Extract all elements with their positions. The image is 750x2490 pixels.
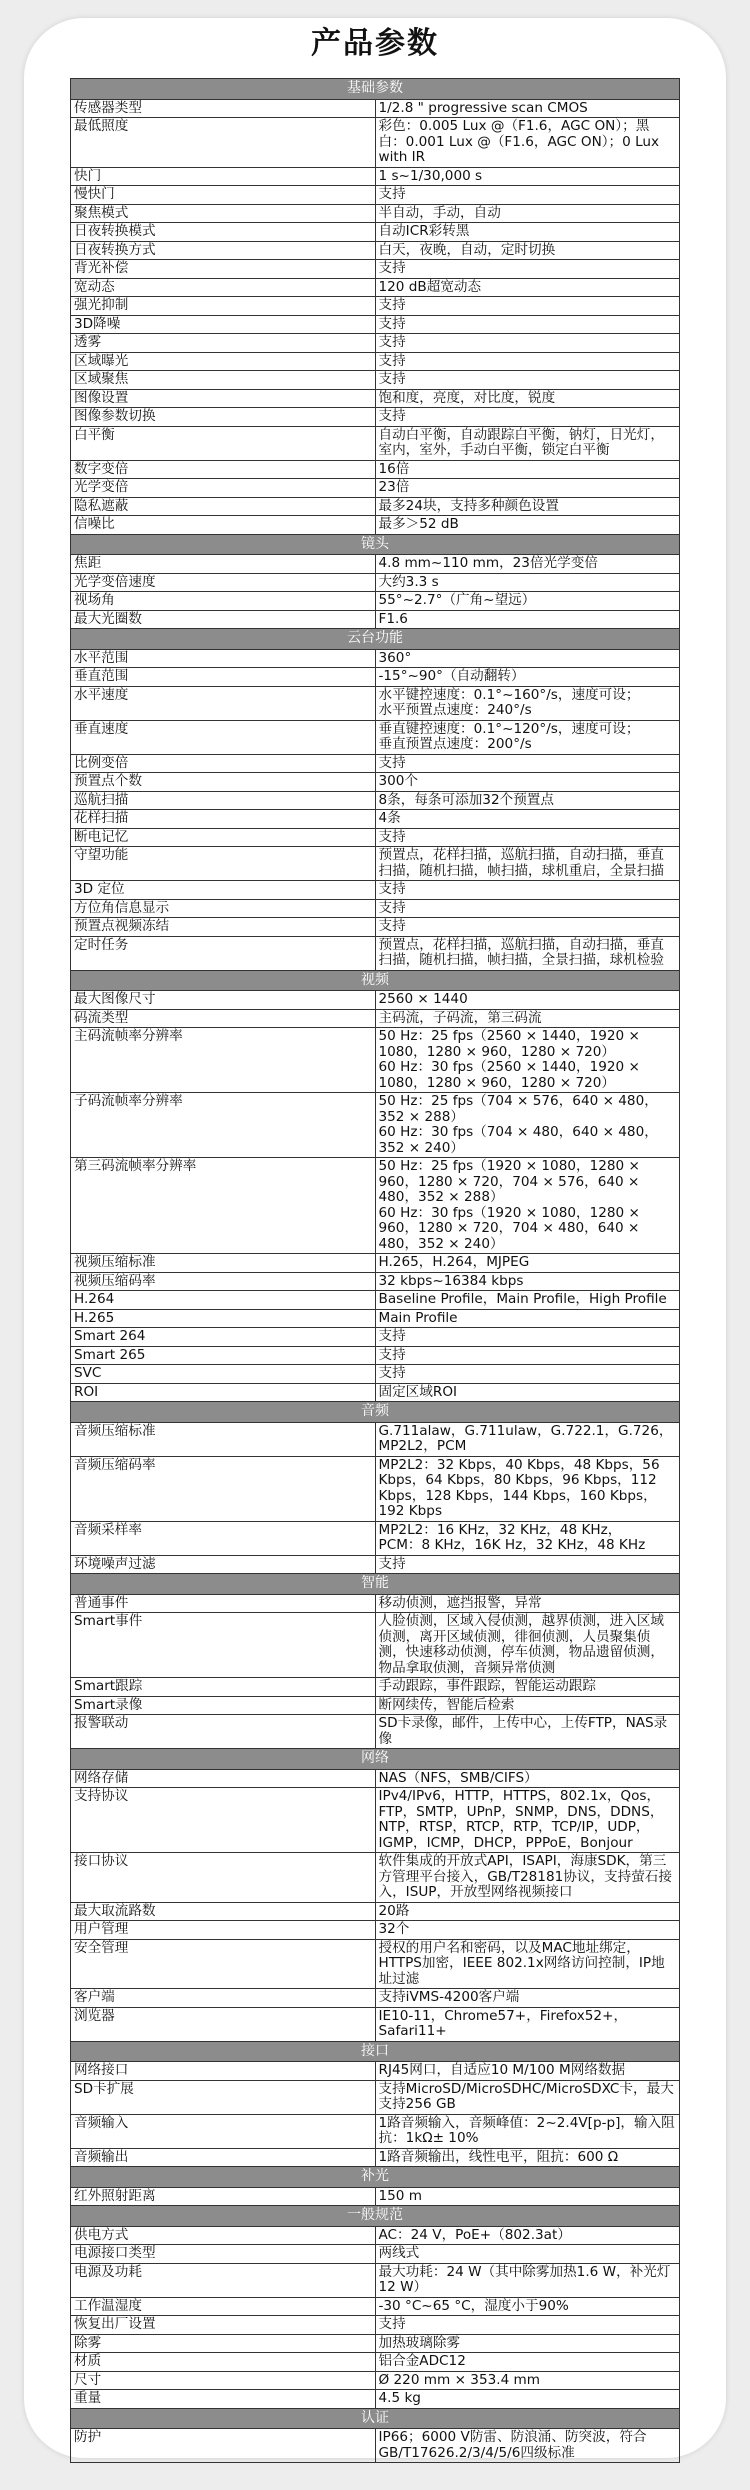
table-row xyxy=(71,555,680,574)
table-row xyxy=(71,1291,680,1310)
spec-label: 最大取流路数 xyxy=(71,1902,376,1921)
spec-label: 花样扫描 xyxy=(71,810,376,829)
spec-value: 1路音频输入，音频峰值：2~2.4V[p-p]，输入阻抗：1kΩ± 10% xyxy=(375,2114,680,2148)
spec-label: 隐私遮蔽 xyxy=(71,497,376,516)
spec-label: 垂直范围 xyxy=(71,668,376,687)
spec-label: 巡航扫描 xyxy=(71,791,376,810)
spec-value: 支持 xyxy=(375,2316,680,2335)
table-row xyxy=(71,2062,680,2081)
spec-label: 主码流帧率分辨率 xyxy=(71,1028,376,1093)
page-title: 产品参数 xyxy=(311,26,439,61)
table-row xyxy=(71,1678,680,1697)
spec-value: 两线式 xyxy=(375,2245,680,2264)
spec-value: 支持 xyxy=(375,1555,680,1574)
table-row xyxy=(71,371,680,390)
spec-value: 支持 xyxy=(375,408,680,427)
table-row xyxy=(71,720,680,754)
table-row xyxy=(71,2334,680,2353)
spec-value: RJ45网口，自适应10 M/100 M网络数据 xyxy=(375,2062,680,2081)
table-row xyxy=(71,2080,680,2114)
spec-value: 支持 xyxy=(375,899,680,918)
spec-value: 300个 xyxy=(375,773,680,792)
spec-value: -30 °C~65 °C，湿度小于90% xyxy=(375,2297,680,2316)
spec-label: 工作温湿度 xyxy=(71,2297,376,2316)
section-header xyxy=(71,1402,680,1423)
spec-value: 支持 xyxy=(375,1365,680,1384)
spec-label: 定时任务 xyxy=(71,936,376,970)
table-row xyxy=(71,1521,680,1555)
spec-label: 电源接口类型 xyxy=(71,2245,376,2264)
table-row xyxy=(71,1254,680,1273)
spec-label: 视频压缩码率 xyxy=(71,1272,376,1291)
spec-value: 饱和度，亮度，对比度，锐度 xyxy=(375,389,680,408)
spec-value: 支持 xyxy=(375,352,680,371)
spec-label: Smart跟踪 xyxy=(71,1678,376,1697)
spec-label: 比例变倍 xyxy=(71,754,376,773)
table-row xyxy=(71,881,680,900)
spec-label: 普通事件 xyxy=(71,1594,376,1613)
table-row xyxy=(71,223,680,242)
spec-label: 最低照度 xyxy=(71,118,376,168)
section-title: 认证 xyxy=(71,2408,680,2429)
spec-value: 4.8 mm~110 mm，23倍光学变倍 xyxy=(375,555,680,574)
spec-value: 16倍 xyxy=(375,460,680,479)
spec-value: 半自动，手动，自动 xyxy=(375,204,680,223)
spec-value: 支持 xyxy=(375,881,680,900)
table-row xyxy=(71,1902,680,1921)
spec-label: 聚焦模式 xyxy=(71,204,376,223)
table-row xyxy=(71,516,680,535)
section-header xyxy=(71,629,680,650)
table-row xyxy=(71,2316,680,2335)
spec-value: 支持iVMS-4200客户端 xyxy=(375,1989,680,2008)
spec-label: 慢快门 xyxy=(71,186,376,205)
table-row xyxy=(71,1093,680,1158)
section-title: 智能 xyxy=(71,1574,680,1595)
spec-label: 水平速度 xyxy=(71,686,376,720)
spec-value: 120 dB超宽动态 xyxy=(375,278,680,297)
table-row xyxy=(71,389,680,408)
spec-value: H.265，H.264，MJPEG xyxy=(375,1254,680,1273)
spec-label: 供电方式 xyxy=(71,2226,376,2245)
spec-value: 32 kbps~16384 kbps xyxy=(375,1272,680,1291)
section-title: 补光 xyxy=(71,2167,680,2188)
spec-value: 支持MicroSD/MicroSDHC/MicroSDXC卡，最大支持256 GB xyxy=(375,2080,680,2114)
spec-label: 第三码流帧率分辨率 xyxy=(71,1158,376,1254)
spec-value: 断网续传，智能后检索 xyxy=(375,1696,680,1715)
spec-value: Baseline Profile，Main Profile，High Profile xyxy=(375,1291,680,1310)
spec-value: AC：24 V，PoE+（802.3at） xyxy=(375,2226,680,2245)
section-title: 云台功能 xyxy=(71,629,680,650)
table-row xyxy=(71,2114,680,2148)
spec-label: SD卡扩展 xyxy=(71,2080,376,2114)
spec-label: 区域曝光 xyxy=(71,352,376,371)
spec-value: 支持 xyxy=(375,371,680,390)
section-header xyxy=(71,2167,680,2188)
spec-value: 白天，夜晚，自动，定时切换 xyxy=(375,241,680,260)
spec-label: 客户端 xyxy=(71,1989,376,2008)
spec-value: 2560 × 1440 xyxy=(375,991,680,1010)
spec-value: 人脸侦测，区域入侵侦测，越界侦测，进入区域侦测，离开区域侦测，徘徊侦测，人员聚集侦测，快速移动侦测，停车侦测，物品遗留侦测，物品拿取侦测，音频异常侦测 xyxy=(375,1613,680,1678)
table-row xyxy=(71,2390,680,2409)
spec-label: 音频压缩码率 xyxy=(71,1456,376,1521)
table-row xyxy=(71,847,680,881)
table-row xyxy=(71,1346,680,1365)
table-row xyxy=(71,1456,680,1521)
table-row xyxy=(71,1715,680,1749)
table-row xyxy=(71,791,680,810)
spec-label: 视频压缩标准 xyxy=(71,1254,376,1273)
spec-value: 固定区域ROI xyxy=(375,1383,680,1402)
table-row xyxy=(71,936,680,970)
spec-value: 支持 xyxy=(375,334,680,353)
table-row xyxy=(71,2353,680,2372)
table-row xyxy=(71,592,680,611)
section-title: 镜头 xyxy=(71,534,680,555)
spec-value: 预置点，花样扫描，巡航扫描，自动扫描，垂直扫描，随机扫描，帧扫描，全景扫描，球机检验 xyxy=(375,936,680,970)
spec-value: 1路音频输出，线性电平，阻抗：600 Ω xyxy=(375,2148,680,2167)
section-header xyxy=(71,1574,680,1595)
spec-value: 自动白平衡，自动跟踪白平衡，钠灯，日光灯，室内，室外，手动白平衡，锁定白平衡 xyxy=(375,426,680,460)
spec-value: 手动跟踪，事件跟踪，智能运动跟踪 xyxy=(375,1678,680,1697)
spec-label: 数字变倍 xyxy=(71,460,376,479)
spec-label: 最大图像尺寸 xyxy=(71,991,376,1010)
table-row xyxy=(71,352,680,371)
table-row xyxy=(71,1613,680,1678)
table-row xyxy=(71,2263,680,2297)
table-row xyxy=(71,810,680,829)
table-row xyxy=(71,315,680,334)
spec-value: 水平键控速度：0.1°~160°/s，速度可设； 水平预置点速度：240°/s xyxy=(375,686,680,720)
spec-value: 最大功耗：24 W（其中除雾加热1.6 W，补光灯12 W） xyxy=(375,2263,680,2297)
table-row xyxy=(71,686,680,720)
table-row xyxy=(71,1769,680,1788)
spec-label: 音频采样率 xyxy=(71,1521,376,1555)
spec-label: 最大光圈数 xyxy=(71,610,376,629)
spec-value: 23倍 xyxy=(375,479,680,498)
spec-label: 快门 xyxy=(71,167,376,186)
table-row xyxy=(71,754,680,773)
table-row xyxy=(71,1939,680,1989)
section-title: 音频 xyxy=(71,1402,680,1423)
table-row xyxy=(71,649,680,668)
spec-label: 电源及功耗 xyxy=(71,2263,376,2297)
table-row xyxy=(71,1272,680,1291)
spec-label: H.264 xyxy=(71,1291,376,1310)
spec-label: 网络存储 xyxy=(71,1769,376,1788)
spec-label: 传感器类型 xyxy=(71,99,376,118)
spec-label: 3D降噪 xyxy=(71,315,376,334)
table-row xyxy=(71,426,680,460)
spec-label: ROI xyxy=(71,1383,376,1402)
spec-label: 断电记忆 xyxy=(71,828,376,847)
spec-value: -15°~90°（自动翻转） xyxy=(375,668,680,687)
table-row xyxy=(71,2007,680,2041)
spec-label: 3D 定位 xyxy=(71,881,376,900)
spec-value: NAS（NFS，SMB/CIFS） xyxy=(375,1769,680,1788)
table-row xyxy=(71,408,680,427)
spec-value: 支持 xyxy=(375,297,680,316)
spec-label: 防护 xyxy=(71,2429,376,2463)
spec-value: 50 Hz：25 fps（2560 × 1440，1920 × 1080，1280 × 960，1280 × 720） 60 Hz：30 fps（2560 × 1440，1920 × 1080，1280 × 960，1280 × 720） xyxy=(375,1028,680,1093)
table-row xyxy=(71,1921,680,1940)
spec-label: 预置点个数 xyxy=(71,773,376,792)
spec-value: 4.5 kg xyxy=(375,2390,680,2409)
spec-label: 强光抑制 xyxy=(71,297,376,316)
spec-value: 自动ICR彩转黑 xyxy=(375,223,680,242)
spec-label: 透雾 xyxy=(71,334,376,353)
spec-value: 最多24块，支持多种颜色设置 xyxy=(375,497,680,516)
table-row xyxy=(71,2226,680,2245)
spec-label: 报警联动 xyxy=(71,1715,376,1749)
spec-value: 支持 xyxy=(375,1346,680,1365)
table-row xyxy=(71,1158,680,1254)
table-row xyxy=(71,1422,680,1456)
spec-value: 最多＞52 dB xyxy=(375,516,680,535)
table-row xyxy=(71,1365,680,1384)
table-row xyxy=(71,334,680,353)
table-row xyxy=(71,2371,680,2390)
spec-value: 彩色：0.005 Lux @（F1.6，AGC ON）；黑白：0.001 Lux @（F1.6，AGC ON）；0 Lux with IR xyxy=(375,118,680,168)
table-row xyxy=(71,479,680,498)
spec-value: 55°~2.7°（广角~望远） xyxy=(375,592,680,611)
spec-label: 安全管理 xyxy=(71,1939,376,1989)
spec-label: 预置点视频冻结 xyxy=(71,918,376,937)
table-row xyxy=(71,118,680,168)
table-row xyxy=(71,1594,680,1613)
spec-label: 宽动态 xyxy=(71,278,376,297)
table-row xyxy=(71,2429,680,2463)
spec-value: Ø 220 mm × 353.4 mm xyxy=(375,2371,680,2390)
spec-value: Main Profile xyxy=(375,1309,680,1328)
spec-value: 支持 xyxy=(375,918,680,937)
spec-label: 信噪比 xyxy=(71,516,376,535)
spec-value: IP66；6000 V防雷、防浪涌、防突波，符合GB/T17626.2/3/4/5/6四级标准 xyxy=(375,2429,680,2463)
spec-value: 移动侦测，遮挡报警，异常 xyxy=(375,1594,680,1613)
spec-value: 支持 xyxy=(375,186,680,205)
spec-value: 20路 xyxy=(375,1902,680,1921)
spec-label: 音频压缩标准 xyxy=(71,1422,376,1456)
table-row xyxy=(71,668,680,687)
table-row xyxy=(71,2187,680,2206)
spec-value: 32个 xyxy=(375,1921,680,1940)
spec-value: 主码流，子码流，第三码流 xyxy=(375,1009,680,1028)
table-row xyxy=(71,297,680,316)
spec-value: F1.6 xyxy=(375,610,680,629)
spec-label: 垂直速度 xyxy=(71,720,376,754)
spec-value: 50 Hz：25 fps（1920 × 1080，1280 × 960，1280 × 720，704 × 576，640 × 480，352 × 288） 60 Hz：30 fps（1920 × 1080，1280 × 960，1280 × 720，704 × 480，640 × 480，352 × 240） xyxy=(375,1158,680,1254)
spec-table xyxy=(70,78,680,2463)
spec-label: 背光补偿 xyxy=(71,260,376,279)
spec-label: 日夜转换模式 xyxy=(71,223,376,242)
table-row xyxy=(71,899,680,918)
section-header xyxy=(71,2206,680,2227)
spec-label: 焦距 xyxy=(71,555,376,574)
table-row xyxy=(71,241,680,260)
table-row xyxy=(71,1009,680,1028)
spec-value: 150 m xyxy=(375,2187,680,2206)
section-title: 接口 xyxy=(71,2041,680,2062)
spec-label: 尺寸 xyxy=(71,2371,376,2390)
spec-label: 区域聚焦 xyxy=(71,371,376,390)
spec-label: 方位角信息显示 xyxy=(71,899,376,918)
table-row xyxy=(71,1853,680,1903)
spec-label: 码流类型 xyxy=(71,1009,376,1028)
spec-label: SVC xyxy=(71,1365,376,1384)
spec-label: 白平衡 xyxy=(71,426,376,460)
spec-label: 网络接口 xyxy=(71,2062,376,2081)
table-row xyxy=(71,460,680,479)
spec-label: 恢复出厂设置 xyxy=(71,2316,376,2335)
spec-value: MP2L2：16 KHz，32 KHz，48 KHz， PCM：8 KHz，16K Hz，32 KHz，48 KHz xyxy=(375,1521,680,1555)
table-row xyxy=(71,828,680,847)
spec-value: 支持 xyxy=(375,754,680,773)
spec-value: IE10-11，Chrome57+，Firefox52+，Safari11+ xyxy=(375,2007,680,2041)
spec-label: 水平范围 xyxy=(71,649,376,668)
spec-value: IPv4/IPv6，HTTP，HTTPS，802.1x，Qos，FTP，SMTP，UPnP，SNMP，DNS，DDNS，NTP，RTSP，RTCP，RTP，TCP/IP，UDP，IGMP，ICMP，DHCP，PPPoE，Bonjour xyxy=(375,1788,680,1853)
spec-value: 铝合金ADC12 xyxy=(375,2353,680,2372)
table-row xyxy=(71,497,680,516)
spec-label: Smart事件 xyxy=(71,1613,376,1678)
table-row xyxy=(71,773,680,792)
spec-value: 授权的用户名和密码，以及MAC地址绑定，HTTPS加密，IEEE 802.1x网络访问控制，IP地址过滤 xyxy=(375,1939,680,1989)
table-row xyxy=(71,1989,680,2008)
spec-label: 接口协议 xyxy=(71,1853,376,1903)
spec-label: 支持协议 xyxy=(71,1788,376,1853)
spec-value: 支持 xyxy=(375,828,680,847)
table-row xyxy=(71,1383,680,1402)
table-row xyxy=(71,1309,680,1328)
table-row xyxy=(71,1328,680,1347)
table-row xyxy=(71,167,680,186)
spec-label: Smart 264 xyxy=(71,1328,376,1347)
spec-value: 垂直键控速度：0.1°~120°/s，速度可设； 垂直预置点速度：200°/s xyxy=(375,720,680,754)
spec-value: 支持 xyxy=(375,260,680,279)
spec-value: 预置点，花样扫描，巡航扫描，自动扫描，垂直扫描，随机扫描，帧扫描，球机重启，全景扫描 xyxy=(375,847,680,881)
table-row xyxy=(71,278,680,297)
spec-label: 浏览器 xyxy=(71,2007,376,2041)
table-row xyxy=(71,2297,680,2316)
spec-value: SD卡录像，邮件，上传中心，上传FTP，NAS录像 xyxy=(375,1715,680,1749)
spec-label: 守望功能 xyxy=(71,847,376,881)
spec-label: 材质 xyxy=(71,2353,376,2372)
spec-label: 日夜转换方式 xyxy=(71,241,376,260)
section-title: 基础参数 xyxy=(71,79,680,100)
table-row xyxy=(71,1028,680,1093)
spec-value: 50 Hz：25 fps（704 × 576，640 × 480，352 × 288） 60 Hz：30 fps（704 × 480，640 × 480，352 × 240） xyxy=(375,1093,680,1158)
section-header xyxy=(71,2041,680,2062)
spec-label: Smart 265 xyxy=(71,1346,376,1365)
table-row xyxy=(71,204,680,223)
table-row xyxy=(71,1788,680,1853)
table-row xyxy=(71,1696,680,1715)
section-title: 网络 xyxy=(71,1749,680,1770)
table-row xyxy=(71,2245,680,2264)
spec-value: 软件集成的开放式API，ISAPI，海康SDK，第三方管理平台接入，GB/T28181协议，支持萤石接入，ISUP，开放型网络视频接口 xyxy=(375,1853,680,1903)
spec-value: 8条，每条可添加32个预置点 xyxy=(375,791,680,810)
spec-label: 红外照射距离 xyxy=(71,2187,376,2206)
spec-value: 大约3.3 s xyxy=(375,573,680,592)
spec-label: 视场角 xyxy=(71,592,376,611)
section-header xyxy=(71,79,680,100)
spec-label: 环境噪声过滤 xyxy=(71,1555,376,1574)
table-row xyxy=(71,610,680,629)
section-title: 视频 xyxy=(71,970,680,991)
section-title: 一般规范 xyxy=(71,2206,680,2227)
spec-value: G.711alaw，G.711ulaw，G.722.1，G.726，MP2L2，PCM xyxy=(375,1422,680,1456)
table-row xyxy=(71,991,680,1010)
spec-label: 音频输入 xyxy=(71,2114,376,2148)
table-row xyxy=(71,260,680,279)
section-header xyxy=(71,534,680,555)
spec-label: 光学变倍速度 xyxy=(71,573,376,592)
spec-value: 支持 xyxy=(375,315,680,334)
spec-label: 图像设置 xyxy=(71,389,376,408)
section-header xyxy=(71,1749,680,1770)
table-row xyxy=(71,186,680,205)
table-row xyxy=(71,573,680,592)
spec-value: 4条 xyxy=(375,810,680,829)
spec-label: 音频输出 xyxy=(71,2148,376,2167)
spec-value: MP2L2：32 Kbps，40 Kbps，48 Kbps，56 Kbps，64 Kbps，80 Kbps，96 Kbps，112 Kbps，128 Kbps，144 Kbps，160 Kbps，192 Kbps xyxy=(375,1456,680,1521)
spec-label: 子码流帧率分辨率 xyxy=(71,1093,376,1158)
spec-label: 用户管理 xyxy=(71,1921,376,1940)
spec-label: 重量 xyxy=(71,2390,376,2409)
table-row xyxy=(71,918,680,937)
table-row xyxy=(71,2148,680,2167)
spec-value: 1 s~1/30,000 s xyxy=(375,167,680,186)
section-header xyxy=(71,2408,680,2429)
spec-label: 除雾 xyxy=(71,2334,376,2353)
table-row xyxy=(71,99,680,118)
spec-label: H.265 xyxy=(71,1309,376,1328)
spec-value: 支持 xyxy=(375,1328,680,1347)
spec-label: 光学变倍 xyxy=(71,479,376,498)
spec-label: 图像参数切换 xyxy=(71,408,376,427)
spec-value: 1/2.8 " progressive scan CMOS xyxy=(375,99,680,118)
spec-value: 加热玻璃除雾 xyxy=(375,2334,680,2353)
table-row xyxy=(71,1555,680,1574)
spec-label: Smart录像 xyxy=(71,1696,376,1715)
section-header xyxy=(71,970,680,991)
spec-value: 360° xyxy=(375,649,680,668)
